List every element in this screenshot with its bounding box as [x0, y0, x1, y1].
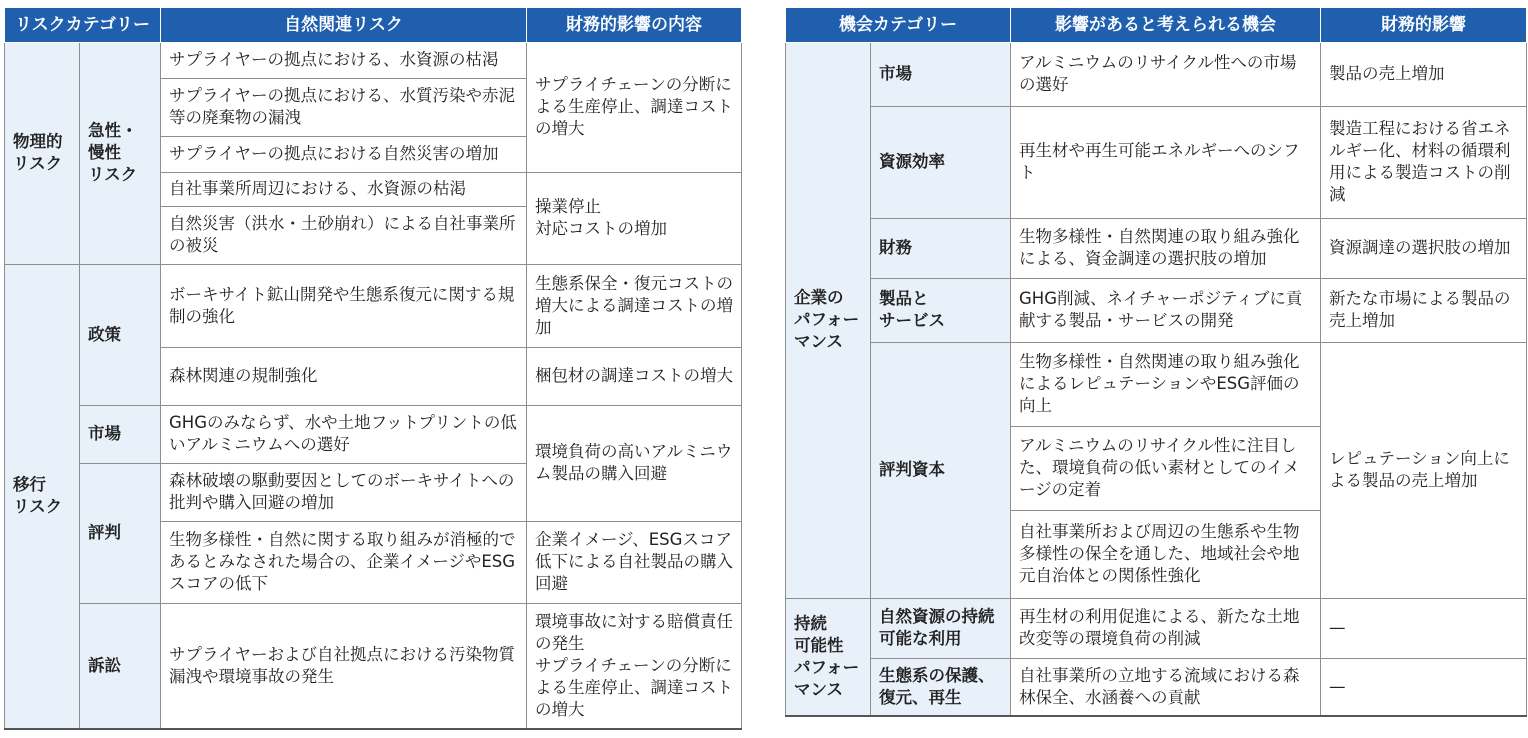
risk-cell: サプライヤーおよび自社拠点における汚染物質漏洩や環境事故の発生: [161, 603, 527, 729]
impact-cell: 製造工程における省エネルギー化、材料の循環利用による製造コストの削減: [1321, 106, 1527, 218]
table-row: [786, 106, 1527, 218]
risk-cell: 森林関連の規制強化: [161, 347, 527, 405]
opp-subcategory: 財務: [871, 218, 1011, 278]
physical-risk-category: 物理的 リスク: [5, 42, 80, 264]
opp-header-opportunity: 影響があると考えられる機会: [1011, 8, 1321, 42]
policy-subcategory: 政策: [80, 264, 161, 405]
opp-subcategory: 市場: [871, 42, 1011, 106]
table-row: [786, 278, 1527, 342]
opp-header-impact: 財務的影響: [1321, 8, 1527, 42]
reputation-capital-subcategory: 評判資本: [871, 342, 1011, 598]
impact-cell: 環境事故に対する賠償責任の発生 サプライチェーンの分断による生産停止、調達コストの増大: [527, 603, 742, 729]
risk-header-risk: 自然関連リスク: [161, 8, 527, 42]
table-row: [786, 218, 1527, 278]
transition-risk-category: 移行 リスク: [5, 264, 80, 729]
opportunity-cell: 再生材の利用促進による、新たな土地改変等の環境負荷の削減: [1011, 598, 1321, 658]
risk-cell: 自社事業所周辺における、水資源の枯渇: [161, 172, 527, 206]
opportunity-cell: 再生材や再生可能エネルギーへのシフト: [1011, 106, 1321, 218]
risk-cell: 生物多様性・自然に関する取り組みが消極的であるとみなされた場合の、企業イメージやESGスコアの低下: [161, 521, 527, 603]
risk-cell: 自然災害（洪水・土砂崩れ）による自社事業所の被災: [161, 206, 527, 264]
impact-cell: 新たな市場による製品の売上増加: [1321, 278, 1527, 342]
impact-cell: 企業イメージ、ESGスコア低下による自社製品の購入回避: [527, 521, 742, 603]
impact-cell: 生態系保全・復元コストの増大による調達コストの増加: [527, 264, 742, 347]
physical-risk-subcategory: 急性・ 慢性 リスク: [80, 42, 161, 264]
risk-header-impact: 財務的影響の内容: [527, 8, 742, 42]
impact-cell: 操業停止 対応コストの増加: [527, 172, 742, 264]
risk-cell: 森林破壊の駆動要因としてのボーキサイトへの批判や購入回避の増加: [161, 463, 527, 521]
opportunity-cell: GHG削減、ネイチャーポジティブに貢献する製品・サービスの開発: [1011, 278, 1321, 342]
table-row: [5, 603, 742, 729]
opportunity-header-row: [786, 8, 1527, 42]
table-row: [5, 264, 742, 347]
impact-cell: レピュテーション向上による製品の売上増加: [1321, 342, 1527, 598]
opp-subcategory: 自然資源の持続可能な利用: [871, 598, 1011, 658]
sustainability-performance-category: 持続 可能性 パフォー マンス: [786, 598, 871, 716]
risk-table: [4, 8, 742, 730]
impact-cell: —: [1321, 658, 1527, 716]
impact-cell: 製品の売上増加: [1321, 42, 1527, 106]
risk-cell: ボーキサイト鉱山開発や生態系復元に関する規制の強化: [161, 264, 527, 347]
table-row: [786, 342, 1527, 426]
risk-cell: サプライヤーの拠点における、水資源の枯渇: [161, 42, 527, 78]
opp-subcategory: 製品と サービス: [871, 278, 1011, 342]
risk-header-row: [5, 8, 742, 42]
impact-cell: 梱包材の調達コストの増大: [527, 347, 742, 405]
opportunity-cell: アルミニウムのリサイクル性に注目した、環境負荷の低い素材としてのイメージの定着: [1011, 426, 1321, 510]
reputation-subcategory: 評判: [80, 463, 161, 603]
opp-subcategory: 生態系の保護、復元、再生: [871, 658, 1011, 716]
opportunity-cell: アルミニウムのリサイクル性への市場の選好: [1011, 42, 1321, 106]
impact-cell: 環境負荷の高いアルミニウム製品の購入回避: [527, 405, 742, 521]
opp-subcategory: 資源効率: [871, 106, 1011, 218]
table-row: [786, 598, 1527, 658]
opportunity-cell: 生物多様性・自然関連の取り組み強化による、資金調達の選択肢の増加: [1011, 218, 1321, 278]
impact-cell: サプライチェーンの分断による生産停止、調達コストの増大: [527, 42, 742, 172]
table-row: [5, 405, 742, 463]
litigation-subcategory: 訴訟: [80, 603, 161, 729]
risk-cell: GHGのみならず、水や土地フットプリントの低いアルミニウムへの選好: [161, 405, 527, 463]
market-subcategory: 市場: [80, 405, 161, 463]
risk-cell: サプライヤーの拠点における自然災害の増加: [161, 136, 527, 172]
impact-cell: —: [1321, 598, 1527, 658]
opportunity-cell: 自社事業所の立地する流域における森林保全、水涵養への貢献: [1011, 658, 1321, 716]
table-row: [5, 42, 742, 78]
opp-header-category: 機会カテゴリー: [786, 8, 1011, 42]
corporate-performance-category: 企業の パフォー マンス: [786, 42, 871, 598]
opportunity-table: [785, 8, 1527, 717]
opportunity-cell: 生物多様性・自然関連の取り組み強化によるレピュテーションやESG評価の向上: [1011, 342, 1321, 426]
risk-cell: サプライヤーの拠点における、水質汚染や赤泥等の廃棄物の漏洩: [161, 78, 527, 136]
table-row: [786, 42, 1527, 106]
risk-header-category: リスクカテゴリー: [5, 8, 161, 42]
impact-cell: 資源調達の選択肢の増加: [1321, 218, 1527, 278]
table-row: [786, 658, 1527, 716]
opportunity-cell: 自社事業所および周辺の生態系や生物多様性の保全を通した、地域社会や地元自治体との関係性強化: [1011, 510, 1321, 598]
